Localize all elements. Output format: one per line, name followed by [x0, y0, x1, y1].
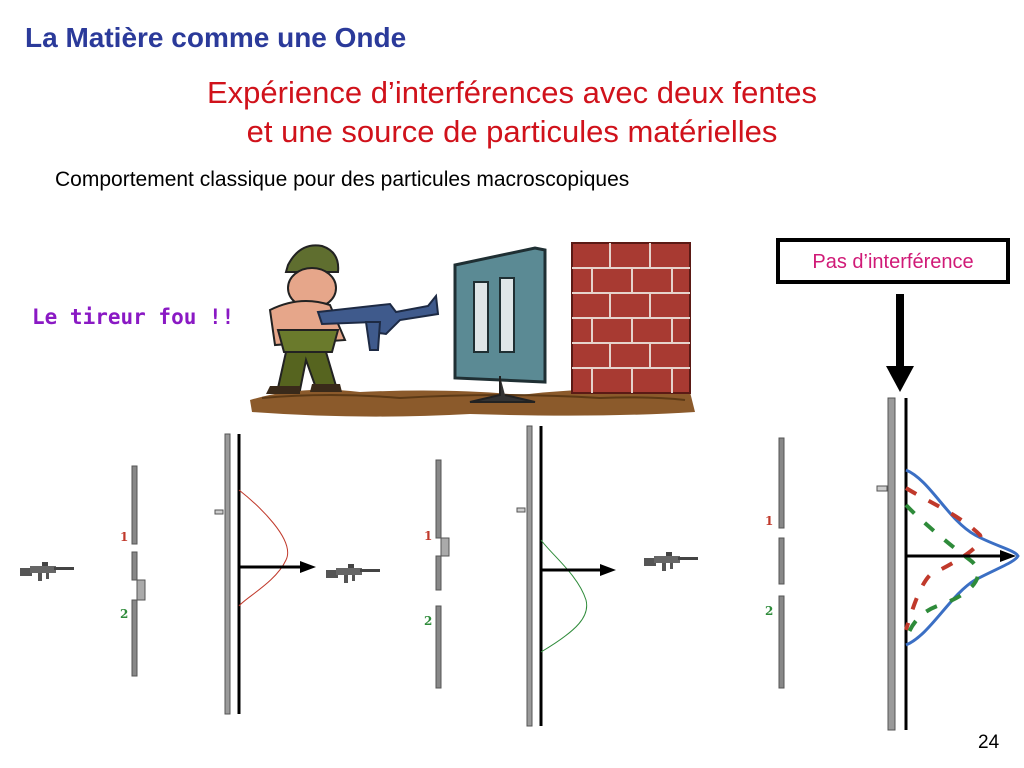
barrier-bottom: [132, 600, 137, 676]
gun-icon: [644, 552, 698, 571]
brick-wall: [572, 243, 690, 393]
slit-1-label: 1: [424, 529, 433, 543]
no-interference-label: Pas d’interférence: [812, 251, 974, 273]
barrier-middle: [779, 538, 784, 584]
page-number: 24: [978, 732, 1000, 753]
barrier-top: [436, 460, 441, 538]
arrow-icon: [300, 561, 316, 573]
barrier-middle: [436, 556, 441, 590]
barrier-top: [779, 438, 784, 528]
slit-2-label: 2: [120, 607, 129, 621]
tireur-label: Le tireur fou !!: [32, 305, 235, 329]
slide-title: La Matière comme une Onde: [25, 22, 407, 53]
shutter: [441, 538, 449, 556]
detector-screen: [888, 398, 895, 730]
detector-screen: [527, 426, 532, 726]
detector-screen: [225, 434, 230, 714]
barrier-top: [132, 466, 137, 544]
diagram-slit-2: [326, 426, 616, 726]
slit-screen-illustration: [455, 248, 545, 402]
diagram-both-slits: [644, 398, 1018, 730]
slit-2-contribution: [906, 505, 978, 640]
slit-1-label: 1: [120, 530, 129, 544]
arrow-icon: [600, 564, 616, 576]
gun-icon: [20, 562, 74, 581]
distribution-curve-slit-2: [541, 540, 587, 652]
slit-2-label: 2: [424, 614, 433, 628]
gun-icon: [326, 564, 380, 583]
barrier-bottom: [779, 596, 784, 688]
distribution-curve-slit-1: [239, 490, 288, 606]
slit-2-label: 2: [765, 604, 774, 618]
subtitle-line-1: Expérience d’interférences avec deux fentes: [206, 75, 818, 110]
barrier-bottom: [436, 606, 441, 688]
barrier-middle: [132, 552, 137, 580]
shutter: [137, 580, 145, 600]
diagram-slit-1: [20, 434, 316, 714]
label-pointer-arrow: [886, 294, 914, 392]
description-text: Comportement classique pour des particules macroscopiques: [55, 168, 630, 191]
subtitle-line-2: et une source de particules matérielles: [246, 114, 778, 149]
slit-1-label: 1: [765, 514, 774, 528]
soldier-illustration: [266, 245, 438, 394]
